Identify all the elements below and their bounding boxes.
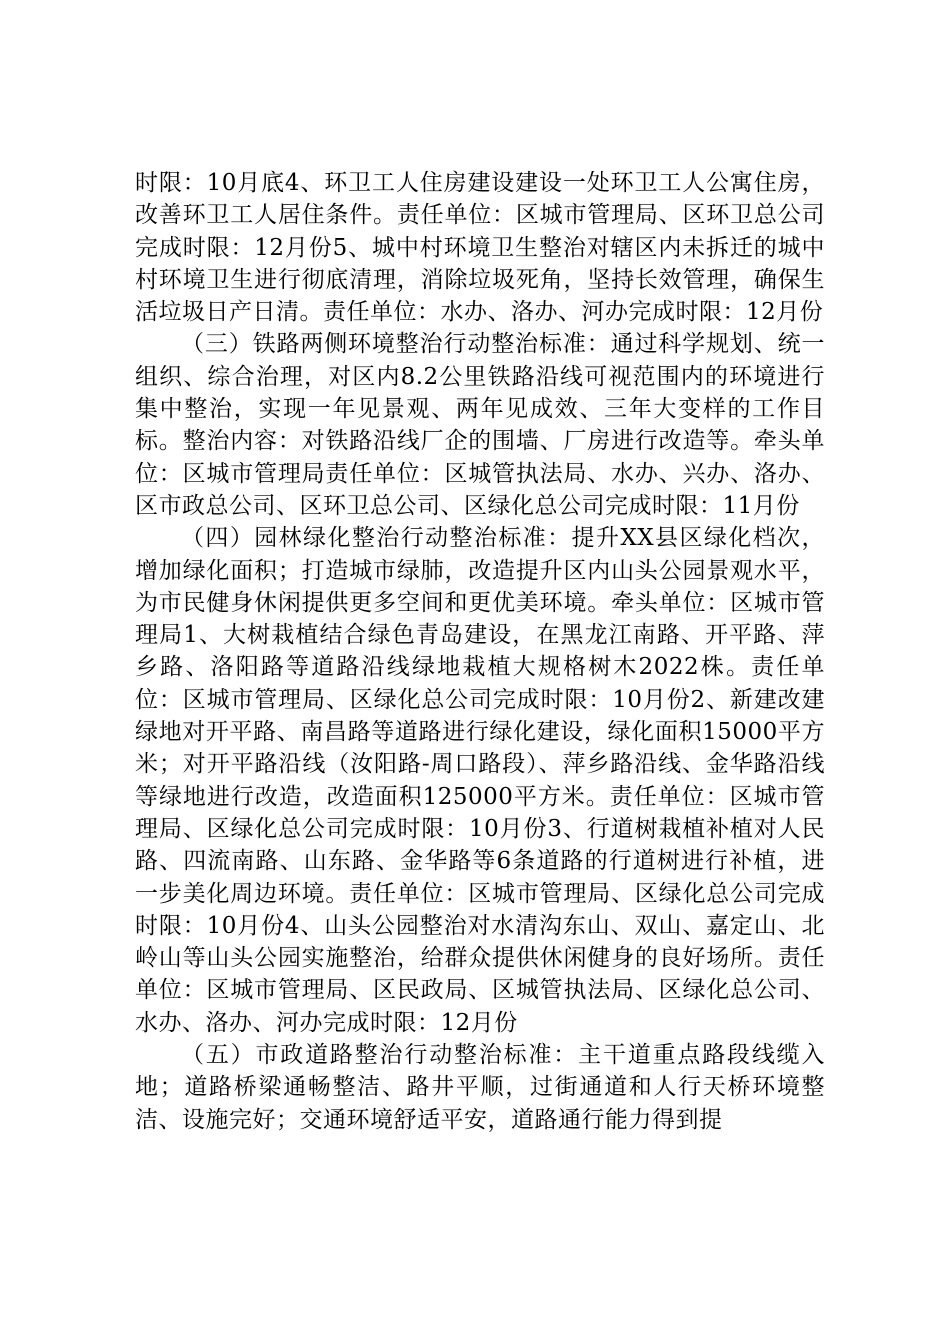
paragraph-railway-renovation: （三）铁路两侧环境整治行动整治标准：通过科学规划、统一组织、综合治理，对区内8.2公里铁路沿线可视范围内的环境进行集中整治，实现一年见景观、两年见成效、三年大变样的工作目标。整治内容：对铁路沿线厂企的围墙、厂房进行改造等。牵头单位：区城市管理局责任单位：区城管执法局、水办、兴办、洛办、区市政总公司、区环卫总公司、区绿化总公司完成时限：11月份	[135, 331, 825, 519]
paragraph-sanitation-housing: 时限：10月底4、环卫工人住房建设建设一处环卫工人公寓住房，改善环卫工人居住条件。责任单位：区城市管理局、区环卫总公司完成时限：12月份5、城中村环境卫生整治对辖区内未拆迁的城中村环境卫生进行彻底清理，消除垃圾死角，坚持长效管理，确保生活垃圾日产日清。责任单位：水办、洛办、河办完成时限：12月份	[135, 170, 825, 326]
paragraph-landscaping-greening: （四）园林绿化整治行动整治标准：提升XX县区绿化档次，增加绿化面积；打造城市绿肺，改造提升区内山头公园景观水平，为市民健身休闲提供更多空间和更优美环境。牵头单位：区城市管理局1、大树栽植结合绿色青岛建设，在黑龙江南路、开平路、萍乡路、洛阳路等道路沿线绿地栽植大规格树木2022株。责任单位：区城市管理局、区绿化总公司完成时限：10月份2、新建改建绿地对开平路、南昌路等道路进行绿化建设，绿化面积15000平方米；对开平路沿线（汝阳路-周口路段）、萍乡路沿线、金华路沿线等绿地进行改造，改造面积125000平方米。责任单位：区城市管理局、区绿化总公司完成时限：10月份3、行道树栽植补植对人民路、四流南路、山东路、金华路等6条道路的行道树进行补植，进一步美化周边环境。责任单位：区城市管理局、区绿化总公司完成时限：10月份4、山头公园整治对水清沟东山、双山、嘉定山、北岭山等山头公园实施整治，给群众提供休闲健身的良好场所。责任单位：区城市管理局、区民政局、区城管执法局、区绿化总公司、水办、洛办、河办完成时限：12月份	[135, 525, 825, 1036]
document-body	[135, 167, 825, 1136]
paragraph-municipal-roads: （五）市政道路整治行动整治标准：主干道重点路段线缆入地；道路桥梁通畅整洁、路井平顺，过街通道和人行天桥环境整洁、设施完好；交通环境舒适平安，道路通行能力得到提	[135, 1042, 825, 1133]
